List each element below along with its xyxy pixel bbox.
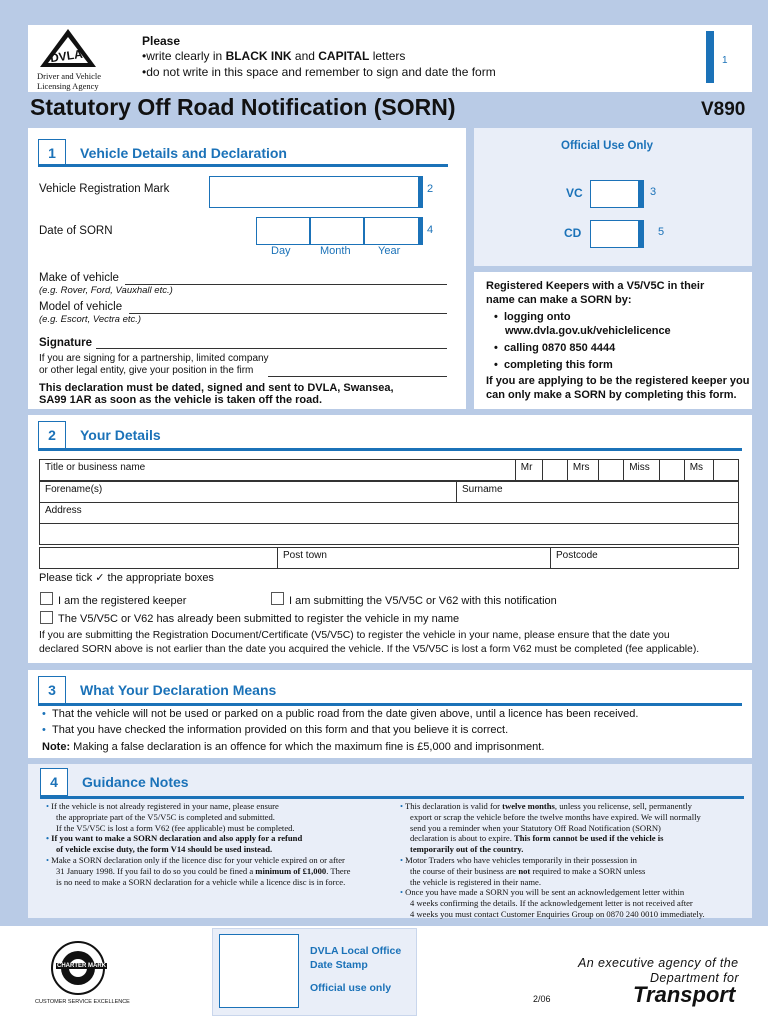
section-1-panel	[28, 128, 466, 409]
reg-mark-label: Vehicle Registration Mark	[39, 183, 170, 195]
ms-box[interactable]	[713, 460, 738, 481]
section-3-title: What Your Declaration Means	[80, 682, 277, 698]
field-number-5: 5	[658, 226, 665, 238]
field-number-1: 1	[722, 55, 728, 66]
section-3-header	[38, 675, 276, 705]
official-use-panel	[474, 128, 752, 266]
keepers-note-1: If you are applying to be the registered keeper you	[486, 375, 750, 387]
keepers-intro-2: name can make a SORN by:	[486, 294, 632, 306]
guidance-right	[400, 801, 745, 920]
vc-marker	[638, 180, 643, 208]
guidance-right-2: • Motor Traders who have vehicles temporarily in their possession in	[400, 854, 637, 865]
miss-label: Miss	[629, 462, 650, 473]
guidance-right-3c: 4 weeks you must contact Customer Enquiries Group on 0870 240 0010 immediately.	[410, 908, 705, 919]
address-input-3[interactable]	[40, 548, 278, 569]
post-town-label: Post town	[283, 550, 327, 561]
guidance-right-2b: the course of their business are not required to make a SORN unless	[410, 865, 646, 876]
ms-label: Ms	[689, 462, 704, 473]
section-2-panel	[28, 415, 752, 663]
form-code: V890	[701, 99, 746, 120]
keepers-bullet-3: • completing this form	[494, 359, 613, 371]
postcode-label: Postcode	[556, 550, 598, 561]
registered-keeper-label: I am the registered keeper	[58, 595, 187, 607]
footer-panel	[0, 926, 768, 1024]
vc-box	[590, 180, 644, 208]
keepers-bullet-2: • calling 0870 850 4444	[494, 342, 616, 354]
form-version: 2/06	[533, 994, 551, 1004]
town-table	[39, 547, 739, 569]
section-3-panel	[28, 670, 752, 758]
guidance-left	[46, 801, 396, 887]
section-2-header	[38, 420, 161, 450]
surname-input[interactable]	[457, 482, 739, 503]
please-heading: Please	[142, 34, 181, 48]
section-4-rule	[40, 796, 744, 799]
guidance-right-1d: declaration is about to expire. This form cannot be used if the vehicle is	[410, 833, 664, 844]
details-table	[39, 459, 739, 481]
section-1-title: Vehicle Details and Declaration	[80, 145, 287, 161]
postcode-input[interactable]	[551, 548, 739, 569]
meaning-bullet-2: • That you have checked the information provided on this form and that you believe it is correct.	[42, 724, 509, 736]
agency-line2: Licensing Agency	[37, 81, 99, 91]
section-1-rule	[38, 164, 448, 167]
sorn-date-marker	[418, 217, 423, 245]
instruction-2: •do not write in this space and remember to sign and date the form	[142, 65, 496, 79]
guidance-left-1c: If the V5/V5C is lost a form V62 (fee applicable) must be completed.	[56, 822, 295, 833]
guidance-left-2: • If you want to make a SORN declaration and also apply for a refund	[46, 833, 303, 844]
sorn-day-input[interactable]	[256, 217, 310, 245]
mrs-option[interactable]	[567, 460, 598, 481]
already-submitted-label: The V5/V5C or V62 has already been submitted to register the vehicle in my name	[58, 613, 460, 625]
page-title: Statutory Off Road Notification (SORN)	[30, 94, 456, 120]
mr-box[interactable]	[542, 460, 567, 481]
mr-option[interactable]	[515, 460, 542, 481]
section-2-number: 2	[38, 421, 66, 449]
miss-box[interactable]	[659, 460, 684, 481]
mrs-box[interactable]	[599, 460, 624, 481]
title-name-label: Title or business name	[45, 462, 146, 473]
signature-hint-2: or other legal entity, give your position in the firm	[39, 365, 254, 376]
guidance-right-3b: 4 weeks confirming the details. If the acknowledgement letter is not received after	[410, 898, 693, 909]
sorn-year-input[interactable]	[364, 217, 421, 245]
exec-agency-line1: An executive agency of the	[578, 956, 739, 970]
sorn-date-label: Date of SORN	[39, 225, 113, 237]
stamp-label-3: Official use only	[310, 982, 392, 994]
sorn-month-input[interactable]	[310, 217, 364, 245]
exec-agency-line3: Transport	[633, 982, 736, 1007]
cd-box	[590, 220, 644, 248]
guidance-left-2b: of vehicle excise duty, the form V14 should be used instead.	[56, 844, 273, 855]
title-name-input[interactable]	[40, 460, 516, 481]
agency-line1: Driver and Vehicle	[37, 71, 102, 81]
section-1-number: 1	[38, 139, 66, 167]
keepers-bullet-1: • logging onto	[494, 311, 571, 323]
field-marker-1	[706, 31, 714, 83]
model-input-line[interactable]	[129, 313, 447, 314]
guidance-right-1b: export or scrap the vehicle before the twelve months have expired. We will normally	[410, 811, 701, 822]
guidance-left-3: • Make a SORN declaration only if the licence disc for your vehicle expired on or after	[46, 854, 345, 865]
section-4-number: 4	[40, 768, 68, 796]
name-table	[39, 481, 739, 545]
forename-input[interactable]	[40, 482, 457, 503]
tick-icon: ✓	[95, 572, 105, 584]
exec-agency-line2: Department for	[650, 971, 739, 985]
guidance-left-3c: is no need to make a SORN declaration for a vehicle while a licence disc is in force.	[56, 876, 346, 887]
section-3-number: 3	[38, 676, 66, 704]
guidance-right-1c: send you a reminder when your Statutory Off Road Notification (SORN)	[410, 822, 661, 833]
signature-label: Signature	[39, 337, 93, 349]
post-town-input[interactable]	[278, 548, 551, 569]
reg-mark-input[interactable]	[209, 176, 423, 208]
charter-mark-text: CHARTER MARK	[57, 963, 106, 969]
guidance-right-3: • Once you have made a SORN you will be sent an acknowledgement letter within	[400, 887, 685, 898]
section-4-header	[40, 767, 189, 797]
dvla-logo-text: DVLA	[49, 46, 84, 66]
address-input-1[interactable]	[40, 503, 739, 524]
mrs-label: Mrs	[572, 462, 590, 473]
charter-caption: CUSTOMER SERVICE EXCELLENCE	[35, 999, 130, 1005]
already-submitted-checkbox[interactable]	[40, 611, 53, 624]
date-stamp-box	[219, 934, 299, 1008]
make-label: Make of vehicle	[39, 272, 119, 284]
day-caption: Day	[271, 245, 291, 257]
keepers-info-panel	[474, 272, 752, 409]
keepers-note-2: can only make a SORN by completing this form.	[486, 389, 737, 401]
section-3-rule	[38, 703, 742, 706]
v5-para-2: declared SORN above is not earlier than the date you acquired the vehicle. If the V5/V5C is lost a form V62 must be completed (fee applicable).	[39, 644, 700, 655]
forename-label: Forename(s)	[45, 484, 103, 495]
year-caption: Year	[378, 245, 401, 257]
mr-label: Mr	[520, 462, 533, 473]
registered-keeper-checkbox[interactable]	[40, 592, 53, 605]
stamp-label-1: DVLA Local Office	[310, 945, 402, 957]
reg-mark-marker	[418, 176, 423, 208]
tick-instruction: Please tick ✓ the appropriate boxes	[39, 572, 214, 584]
v5-para-1: If you are submitting the Registration Document/Certificate (V5/V5C) to register the vehicle in your name, please ensure that the date you	[39, 630, 670, 641]
model-hint: (e.g. Escort, Vectra etc.)	[39, 314, 142, 325]
guidance-left-1: • If the vehicle is not already registered in your name, please ensure	[46, 801, 279, 811]
keepers-url: www.dvla.gov.uk/vehiclelicence	[505, 325, 671, 337]
miss-option[interactable]	[624, 460, 659, 481]
address-input-2[interactable]	[40, 524, 739, 545]
declaration-note-1: This declaration must be dated, signed and sent to DVLA, Swansea,	[39, 382, 394, 394]
make-input-line[interactable]	[125, 284, 447, 285]
keepers-intro-1: Registered Keepers with a V5/V5C in their	[486, 280, 705, 292]
header-panel	[28, 25, 752, 92]
make-hint: (e.g. Rover, Ford, Vauxhall etc.)	[39, 285, 173, 296]
official-use-title: Official Use Only	[561, 140, 654, 152]
cd-marker	[638, 220, 643, 248]
guidance-right-1: • This declaration is valid for twelve months, unless you relicense, sell, permanently	[400, 801, 692, 811]
field-number-3: 3	[650, 186, 657, 198]
guidance-left-3b: 31 January 1998. If you fail to do so you could be fined a minimum of £1,000. There	[56, 865, 351, 876]
position-line[interactable]	[268, 376, 447, 377]
instruction-1: •write clearly in BLACK INK and CAPITAL letters	[142, 49, 406, 63]
surname-label: Surname	[462, 484, 503, 495]
month-caption: Month	[320, 245, 351, 257]
declaration-note-2: SA99 1AR as soon as the vehicle is taken off the road.	[39, 394, 323, 406]
guidance-right-1e: temporarily out of the country.	[410, 844, 524, 855]
signature-line[interactable]	[96, 348, 447, 349]
section-4-title: Guidance Notes	[82, 774, 189, 790]
field-number-2: 2	[427, 183, 434, 195]
section-2-rule	[38, 448, 742, 451]
section-2-title: Your Details	[80, 427, 161, 443]
section-4-panel	[28, 764, 752, 918]
meaning-bullet-1: • That the vehicle will not be used or parked on a public road from the date given above, until a licence has been received.	[42, 708, 639, 720]
guidance-left-1b: the appropriate part of the V5/V5C is completed and submitted.	[56, 811, 275, 822]
stamp-label-2: Date Stamp	[310, 959, 368, 971]
submitting-v5-checkbox[interactable]	[271, 592, 284, 605]
meaning-note: Note: Making a false declaration is an offence for which the maximum fine is £5,000 and imprisonment.	[42, 741, 545, 753]
submitting-v5-label: I am submitting the V5/V5C or V62 with this notification	[289, 595, 557, 607]
guidance-right-2c: the vehicle is registered in their name.	[410, 876, 542, 887]
cd-label: CD	[564, 226, 582, 240]
ms-option[interactable]	[684, 460, 713, 481]
model-label: Model of vehicle	[39, 301, 123, 313]
vc-label: VC	[566, 186, 583, 200]
field-number-4: 4	[427, 224, 434, 236]
address-label: Address	[45, 505, 82, 516]
signature-hint-1: If you are signing for a partnership, limited company	[39, 353, 269, 364]
